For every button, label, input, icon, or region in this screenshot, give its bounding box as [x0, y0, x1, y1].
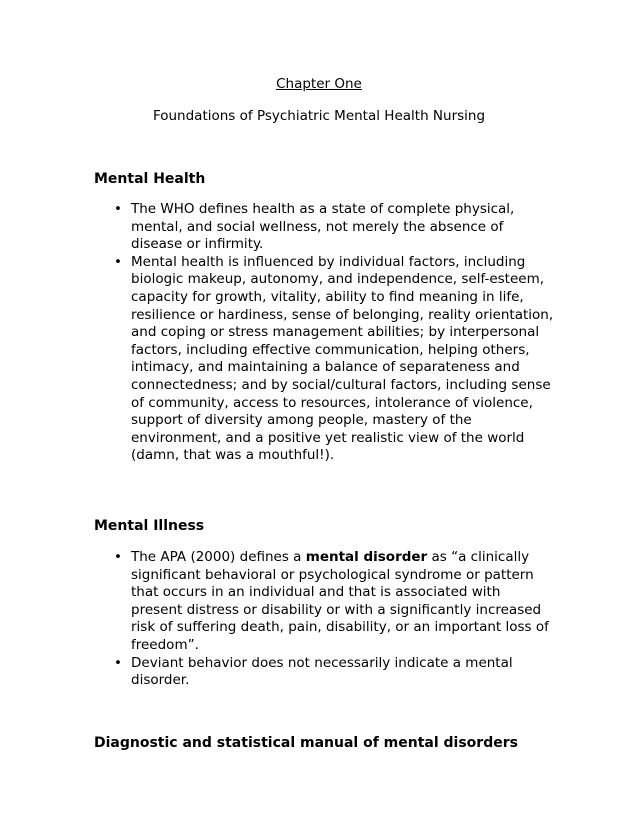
list-item [110, 655, 555, 690]
list-item [110, 549, 555, 655]
bullet-text-before: The APA (2000) defines a [131, 549, 306, 565]
bullet-text: Deviant behavior does not necessarily indicate a mental disorder. [131, 654, 513, 689]
mental-health-bullet-list [110, 201, 555, 465]
list-item [110, 201, 555, 254]
bullet-text [131, 549, 549, 653]
section-heading-mental-illness: Mental Illness [94, 518, 205, 534]
bullet-icon: • [114, 549, 122, 565]
bullet-icon: • [114, 654, 122, 671]
list-item [110, 254, 555, 465]
mental-illness-bullet-list [110, 549, 555, 690]
mental-disorder-term: mental disorder [305, 549, 428, 565]
chapter-title: Chapter One [276, 76, 362, 92]
bullet-icon: • [114, 201, 122, 217]
bullet-icon: • [114, 253, 122, 270]
section-heading-mental-health: Mental Health [94, 171, 206, 187]
section-heading-dsm: Diagnostic and statistical manual of mental disorders [94, 735, 518, 751]
bullet-text: The WHO defines health as a state of complete physical, mental, and social wellness, not merely the absence of disease or infirmity. [131, 201, 515, 253]
bullet-text: Mental health is influenced by individual factors, including biologic makeup, autonomy, and independence, self-esteem, capacity for growth, vitality, ability to find meaning in life, resilience or hardiness, sense of belonging, reality orientation, and coping or stress management abilities; by interpersonal factors, including effective communication, helping others, intimacy, and maintaining a balance of separateness and connectedness; and by social/cultural factors, including sense of community, access to resources, intolerance of violence, support of diversity among people, mastery of the environment, and a positive yet realistic view of the world (damn, that was a mouthful!). [131, 253, 554, 464]
chapter-subtitle: Foundations of Psychiatric Mental Health Nursing [152, 108, 486, 124]
bullet-text-after: as “a clinically significant behavioral or psychological syndrome or pattern that occurs in an individual and that is associated with present distress or disability or with a significantly increased risk of suffering death, pain, disability, or an important loss of freedom”. [131, 549, 549, 653]
